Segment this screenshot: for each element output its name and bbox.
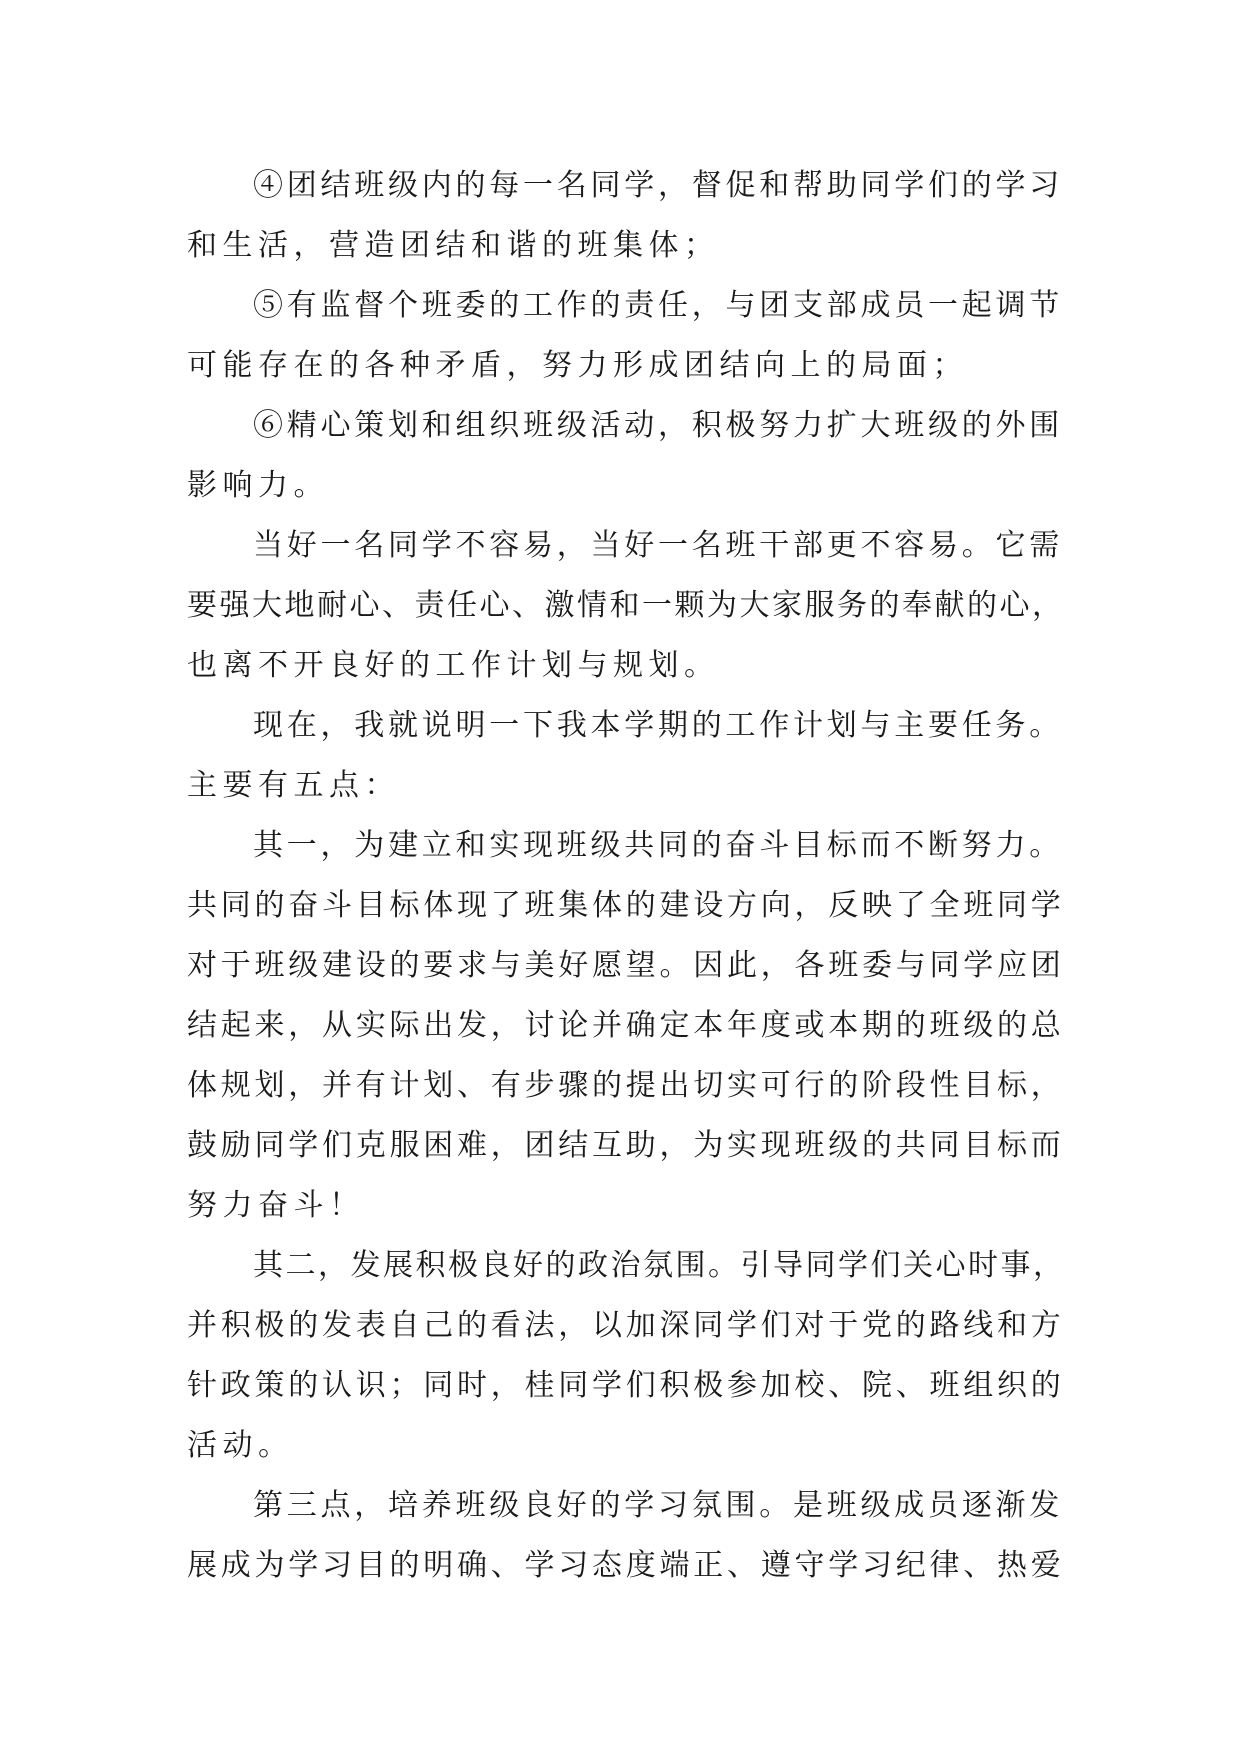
text-line: 展成为学习目的明确、学习态度端正、遵守学习纪律、热爱	[187, 1548, 1065, 1583]
text-line: ⑤有监督个班委的工作的责任，与团支部成员一起调节	[253, 288, 1063, 323]
text-line: 活动。	[187, 1428, 294, 1463]
text-line: 共同的奋斗目标体现了班集体的建设方向，反映了全班同学	[187, 888, 1065, 923]
text-line: 努力奋斗！	[187, 1188, 365, 1223]
body-text	[187, 156, 1067, 1596]
text-line: 当好一名同学不容易，当好一名班干部更不容易。它需	[253, 528, 1063, 563]
text-line: 对于班级建设的要求与美好愿望。因此，各班委与同学应团	[187, 948, 1065, 983]
text-line: 其一，为建立和实现班级共同的奋斗目标而不断努力。	[253, 828, 1063, 863]
text-line: 主要有五点：	[187, 768, 400, 803]
text-line: 和生活，营造团结和谐的班集体；	[187, 228, 720, 263]
text-line: ⑥精心策划和组织班级活动，积极努力扩大班级的外围	[253, 408, 1063, 443]
text-line: 可能存在的各种矛盾，努力形成团结向上的局面；	[187, 348, 968, 383]
text-line: 影响力。	[187, 468, 329, 503]
text-line: 体规划，并有计划、有步骤的提出切实可行的阶段性目标，	[187, 1068, 1065, 1103]
text-line: 针政策的认识；同时，桂同学们积极参加校、院、班组织的	[187, 1368, 1065, 1403]
text-line: 鼓励同学们克服困难，团结互助，为实现班级的共同目标而	[187, 1128, 1065, 1163]
text-line: 并积极的发表自己的看法，以加深同学们对于党的路线和方	[187, 1308, 1065, 1343]
text-line: 现在，我就说明一下我本学期的工作计划与主要任务。	[253, 708, 1063, 743]
text-line: 也离不开良好的工作计划与规划。	[187, 648, 720, 683]
text-line: 要强大地耐心、责任心、激情和一颗为大家服务的奉献的心，	[187, 588, 1065, 623]
text-line: 结起来，从实际出发，讨论并确定本年度或本期的班级的总	[187, 1008, 1065, 1043]
text-line: ④团结班级内的每一名同学，督促和帮助同学们的学习	[253, 168, 1063, 203]
text-line: 其二，发展积极良好的政治氛围。引导同学们关心时事，	[253, 1248, 1066, 1283]
text-line: 第三点，培养班级良好的学习氛围。是班级成员逐渐发	[253, 1488, 1063, 1523]
